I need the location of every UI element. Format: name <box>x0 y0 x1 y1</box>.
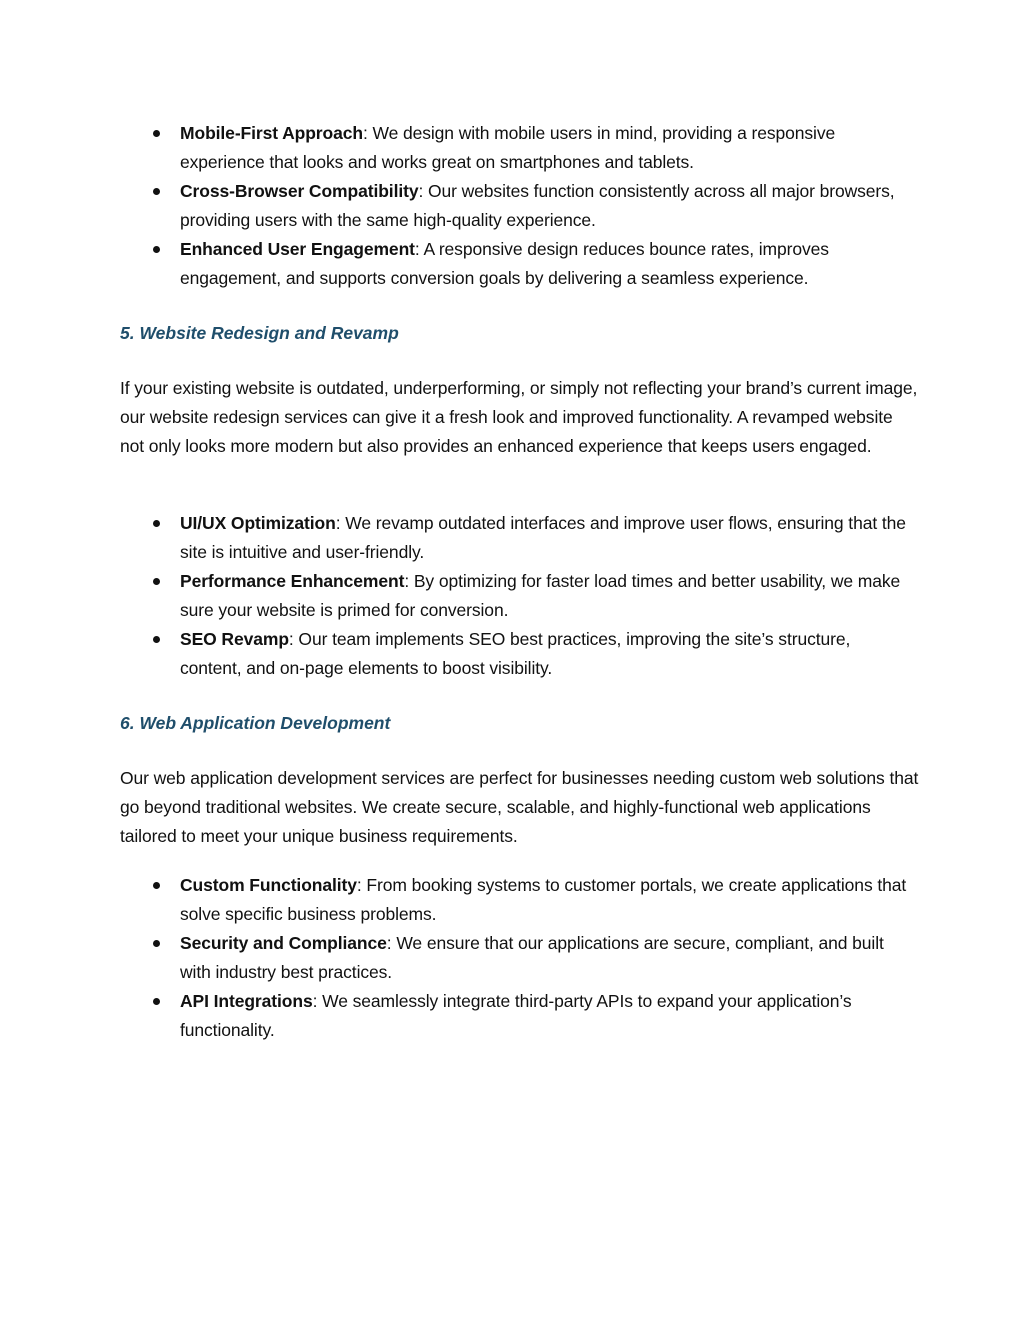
bullet-icon <box>153 636 160 643</box>
bullet-icon <box>153 188 160 195</box>
list-item-text: : We ensure that our applications are secure, compliant, and built with industry best practices. <box>180 933 884 982</box>
bullet-icon <box>153 578 160 585</box>
web-app-benefits-list <box>120 871 910 1045</box>
list-item-text: : Our websites function consistently across all major browsers, providing users with the same high-quality experience. <box>180 181 895 230</box>
list-item <box>120 235 910 293</box>
list-item-text: : From booking systems to customer portals, we create applications that solve specific business problems. <box>180 875 907 924</box>
list-item-term: Mobile-First Approach <box>180 123 363 143</box>
list-item-term: Performance Enhancement <box>180 571 405 591</box>
list-item-text: : A responsive design reduces bounce rates, improves engagement, and supports conversion goals by delivering a seamless experience. <box>180 239 829 288</box>
list-item-term: Security and Compliance <box>180 933 387 953</box>
list-item-term: Cross-Browser Compatibility <box>180 181 419 201</box>
responsive-benefits-list <box>120 119 910 293</box>
list-item <box>120 119 910 177</box>
section-heading: 5. Website Redesign and Revamp <box>120 323 399 343</box>
list-item-text: : By optimizing for faster load times and better usability, we make sure your website is primed for conversion. <box>180 571 901 620</box>
list-item-text: : We seamlessly integrate third-party APIs to expand your application’s functionality. <box>180 991 852 1040</box>
list-item-term: UI/UX Optimization <box>180 513 336 533</box>
section-paragraph: Our web application development services are perfect for businesses needing custom web solutions that go beyond traditional websites. We create secure, scalable, and highly-functional web applications tailored to meet your unique business requirements. <box>120 768 919 846</box>
bullet-icon <box>153 130 160 137</box>
bullet-icon <box>153 998 160 1005</box>
list-item-text: : We revamp outdated interfaces and improve user flows, ensuring that the site is intuitive and user-friendly. <box>180 513 906 562</box>
list-item <box>120 871 910 929</box>
list-item-term: API Integrations <box>180 991 313 1011</box>
list-item-term: Custom Functionality <box>180 875 357 895</box>
list-item-term: Enhanced User Engagement <box>180 239 415 259</box>
list-item <box>120 567 910 625</box>
list-item <box>120 509 910 567</box>
redesign-benefits-list <box>120 509 910 683</box>
bullet-icon <box>153 246 160 253</box>
list-item <box>120 177 910 235</box>
bullet-icon <box>153 940 160 947</box>
bullet-icon <box>153 520 160 527</box>
list-item-text: : We design with mobile users in mind, providing a responsive experience that looks and works great on smartphones and tablets. <box>180 123 836 172</box>
list-item-term: SEO Revamp <box>180 629 289 649</box>
bullet-icon <box>153 882 160 889</box>
list-item <box>120 987 910 1045</box>
list-item <box>120 625 910 683</box>
section-heading: 6. Web Application Development <box>120 713 391 733</box>
section-paragraph: If your existing website is outdated, underperforming, or simply not reflecting your brand’s current image, our website redesign services can give it a fresh look and improved functionality. A revamped website not only looks more modern but also provides an enhanced experience that keeps users engaged. <box>120 378 918 456</box>
list-item <box>120 929 910 987</box>
list-item-text: : Our team implements SEO best practices, improving the site’s structure, content, and on-page elements to boost visibility. <box>180 629 851 678</box>
